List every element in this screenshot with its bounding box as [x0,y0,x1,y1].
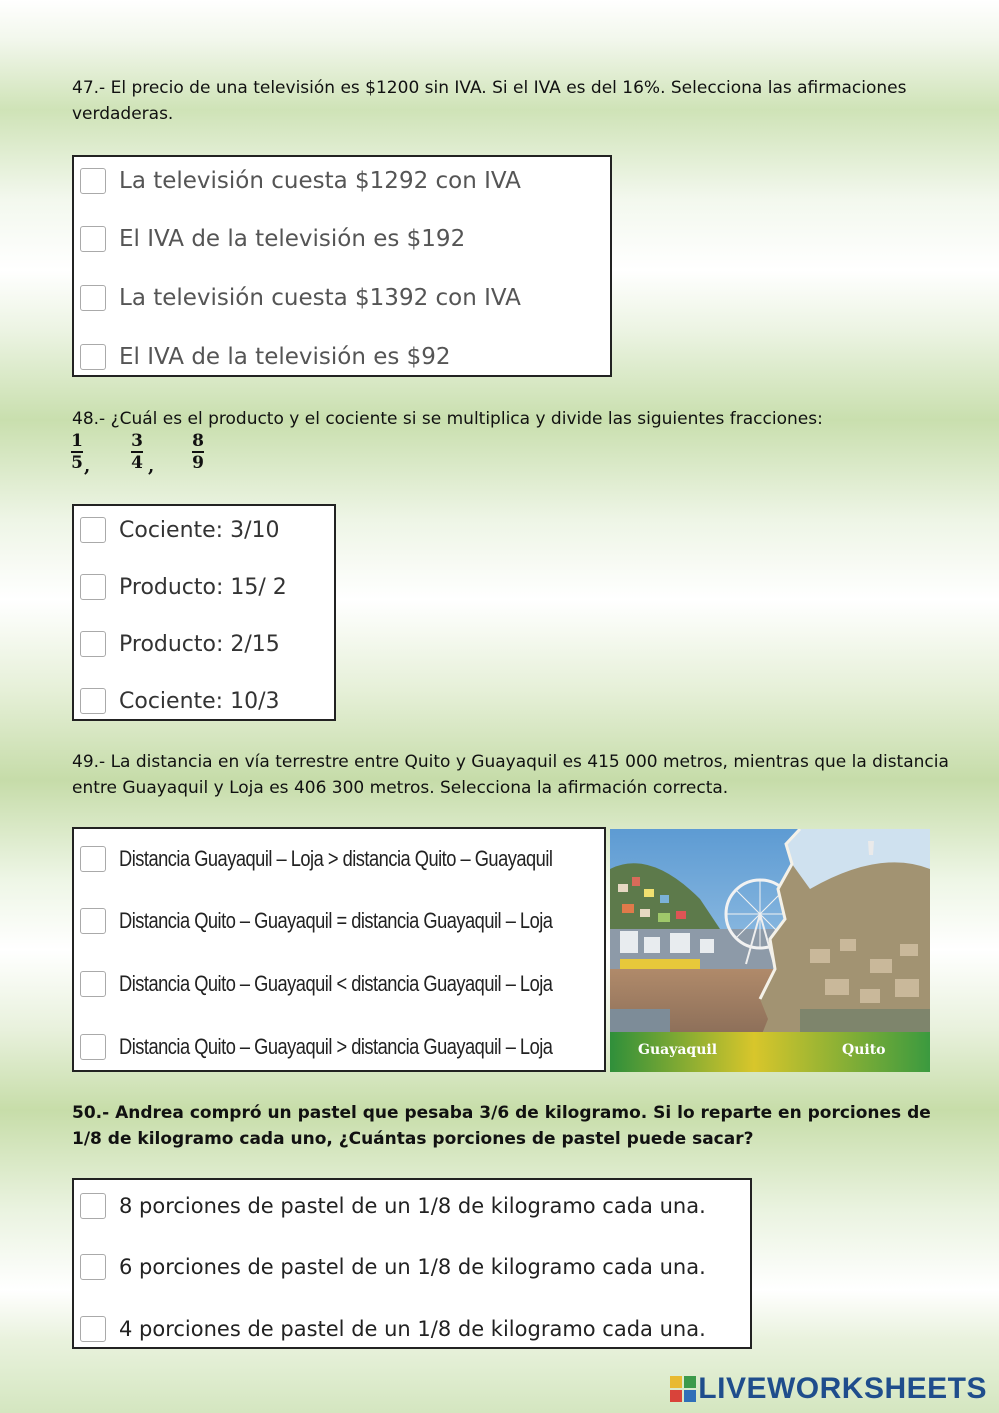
question-50-text: 50.- Andrea compró un pastel que pesaba 3/6 de kilogramo. Si lo reparte en porciones de 1/8 de kilogramo cada uno, ¿Cuántas porciones de pastel puede sacar? [72,1103,931,1149]
q48-option-3[interactable] [74,624,334,664]
q50-option-2[interactable] [74,1247,750,1287]
checkbox[interactable] [80,285,106,311]
option-label: La televisión cuesta $1392 con IVA [119,285,521,311]
question-48-text: 48.- ¿Cuál es el producto y el cociente si se multiplica y divide las siguientes fracciones: [72,409,823,429]
option-label: Distancia Quito – Guayaquil < distancia Guayaquil – Loja [119,971,553,996]
question-47-text: 47.- El precio de una televisión es $1200 sin IVA. Si el IVA es del 16%. Selecciona las afirmaciones verdaderas. [72,78,907,124]
option-label: 8 porciones de pastel de un 1/8 de kilogramo cada una. [119,1194,706,1218]
q47-option-2[interactable] [74,219,610,259]
option-label: 4 porciones de pastel de un 1/8 de kilogramo cada una. [119,1317,706,1341]
option-label: Cociente: 3/10 [119,517,280,543]
checkbox[interactable] [80,971,106,997]
checkbox[interactable] [80,846,106,872]
checkbox[interactable] [80,1316,106,1342]
q49-option-2[interactable] [74,901,604,941]
question-49-text: 49.- La distancia en vía terrestre entre Quito y Guayaquil es 415 000 metros, mientras que la distancia entre Guayaquil y Loja es 406 300 metros. Selecciona la afirmación correcta. [72,752,949,798]
q49-option-4[interactable] [74,1027,604,1067]
fraction-2: 3 4 [131,431,143,473]
q50-option-3[interactable] [74,1309,750,1349]
checkbox[interactable] [80,574,106,600]
question-47-options [72,155,612,377]
question-48-options [72,504,336,721]
checkbox[interactable] [80,908,106,934]
option-label: Producto: 15/ 2 [119,574,287,600]
q48-option-4[interactable] [74,681,334,721]
checkbox[interactable] [80,1254,106,1280]
option-label: El IVA de la televisión es $192 [119,226,466,252]
logo-icon [670,1376,696,1402]
question-49-options [72,827,606,1072]
checkbox[interactable] [80,1034,106,1060]
q47-option-4[interactable] [74,337,610,377]
question-50-options [72,1178,752,1349]
guayaquil-quito-photo [610,829,930,1072]
fraction-3: 8 9 [192,431,204,473]
option-label: Distancia Quito – Guayaquil = distancia Guayaquil – Loja [119,908,553,933]
checkbox[interactable] [80,344,106,370]
q49-option-3[interactable] [74,964,604,1004]
checkbox[interactable] [80,226,106,252]
option-label: La televisión cuesta $1292 con IVA [119,168,521,194]
q47-option-3[interactable] [74,278,610,318]
q48-option-2[interactable] [74,567,334,607]
option-label: Cociente: 10/3 [119,688,280,714]
checkbox[interactable] [80,688,106,714]
guayaquil-label: Guayaquil [638,1042,718,1058]
logo-text: LIVEWORKSHEETS [698,1372,987,1405]
liveworksheets-logo [670,1372,987,1406]
option-label: El IVA de la televisión es $92 [119,344,451,370]
q47-option-1[interactable] [74,161,610,201]
checkbox[interactable] [80,168,106,194]
q50-option-1[interactable] [74,1186,750,1226]
option-label: 6 porciones de pastel de un 1/8 de kilogramo cada una. [119,1255,706,1279]
q48-option-1[interactable] [74,510,334,550]
option-label: Distancia Quito – Guayaquil > distancia Guayaquil – Loja [119,1034,553,1059]
fraction-1: 1 5 [71,431,83,473]
checkbox[interactable] [80,1193,106,1219]
q49-option-1[interactable] [74,839,604,879]
option-label: Producto: 2/15 [119,631,280,657]
quito-label: Quito [842,1042,886,1058]
option-label: Distancia Guayaquil – Loja > distancia Quito – Guayaquil [119,846,553,871]
checkbox[interactable] [80,517,106,543]
checkbox[interactable] [80,631,106,657]
